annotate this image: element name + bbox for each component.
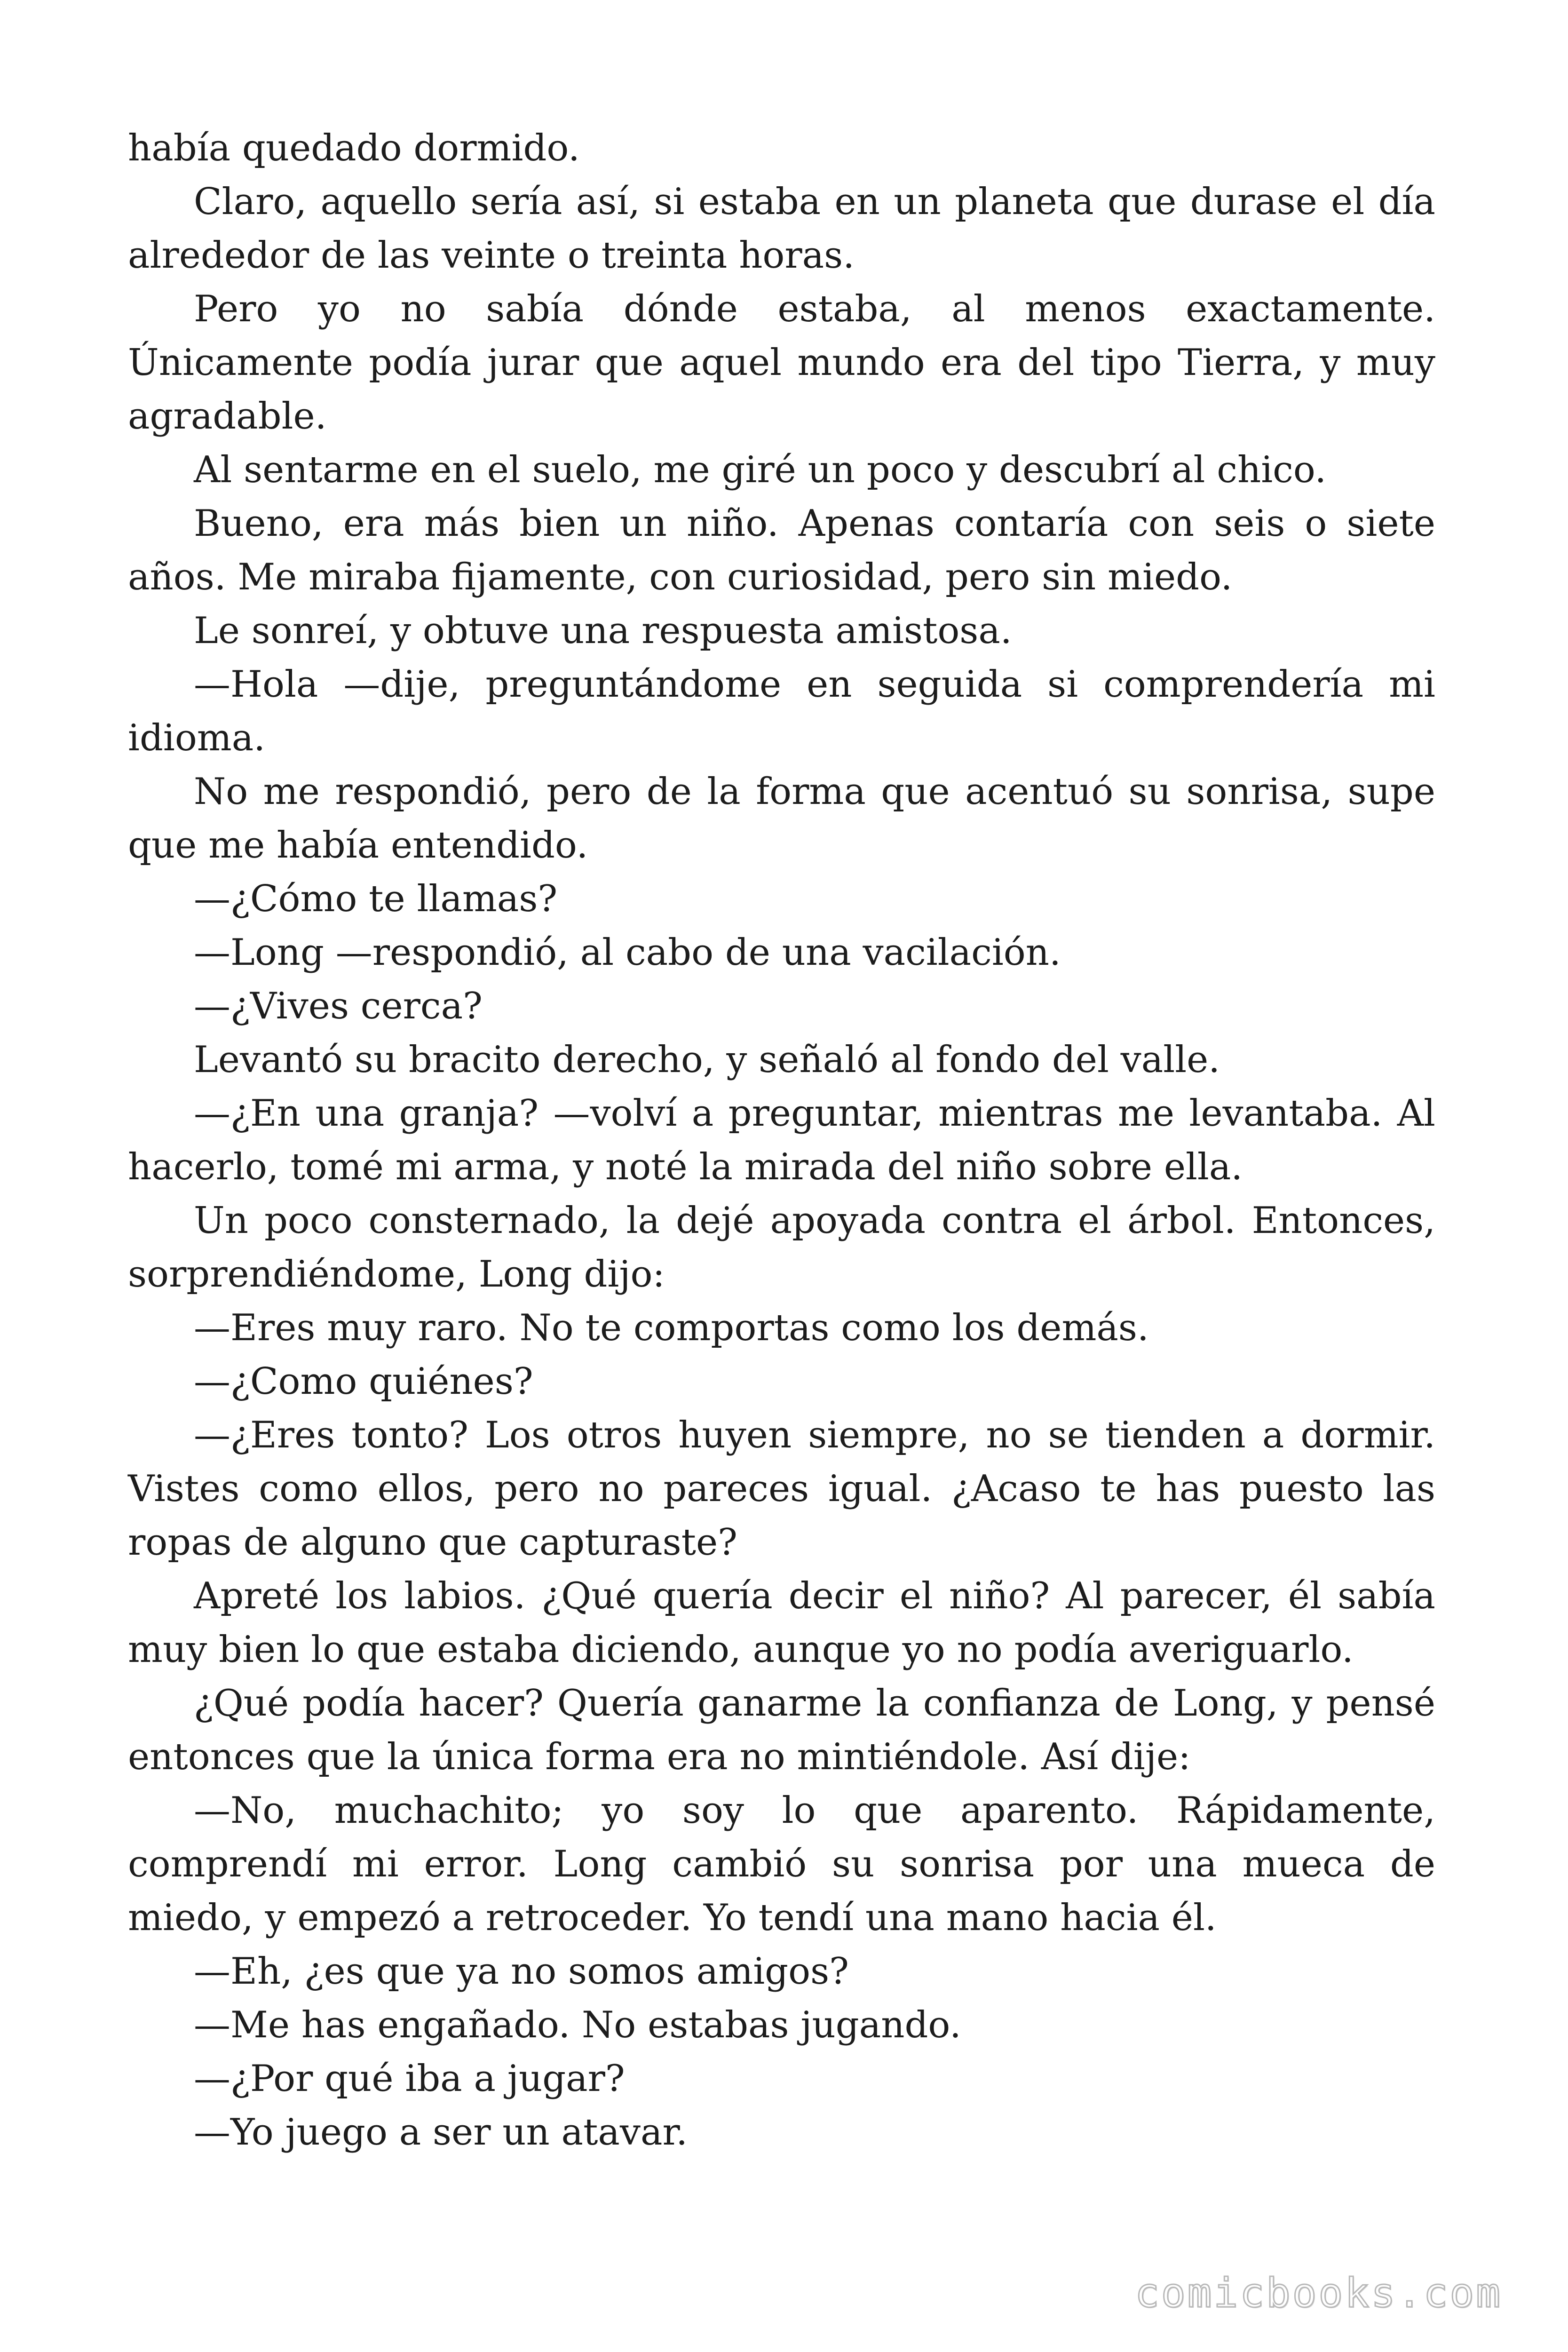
paragraph: Apreté los labios. ¿Qué quería decir el niño? Al parecer, él sabía muy bien lo que estaba diciendo, aunque yo no podía averiguarlo.: [128, 1575, 1435, 1671]
paragraph: —Eres muy raro. No te comportas como los demás.: [194, 1307, 1149, 1349]
paragraph: —¿En una granja? —volví a preguntar, mientras me levantaba. Al hacerlo, tomé mi arma, y noté la mirada del niño sobre ella.: [128, 1092, 1435, 1188]
paragraph: había quedado dormido.: [128, 127, 580, 169]
paragraph: —¿Eres tonto? Los otros huyen siempre, no se tienden a dormir. Vistes como ellos, pero no pareces igual. ¿Acaso te has puesto las ropas de alguno que capturaste?: [128, 1414, 1435, 1564]
watermark: comicbooks.com: [1135, 2270, 1502, 2317]
paragraph: —Me has engañado. No estabas jugando.: [194, 2004, 961, 2046]
paragraph: —¿Como quiénes?: [194, 1360, 533, 1403]
paragraph: —¿Por qué iba a jugar?: [194, 2058, 625, 2100]
paragraph: Bueno, era más bien un niño. Apenas contaría con seis o siete años. Me miraba fijamente, con curiosidad, pero sin miedo.: [128, 502, 1435, 598]
paragraph: ¿Qué podía hacer? Quería ganarme la confianza de Long, y pensé entonces que la única forma era no mintiéndole. Así dije:: [128, 1682, 1435, 1778]
paragraph: —¿Vives cerca?: [194, 985, 483, 1027]
body-text: [128, 121, 1435, 2159]
paragraph: —Hola —dije, preguntándome en seguida si comprendería mi idioma.: [128, 663, 1435, 759]
paragraph: Le sonreí, y obtuve una respuesta amistosa.: [194, 610, 1012, 652]
paragraph: —Eh, ¿es que ya no somos amigos?: [194, 1950, 849, 1993]
paragraph: —Yo juego a ser un atavar.: [194, 2111, 688, 2153]
paragraph: Pero yo no sabía dónde estaba, al menos exactamente. Únicamente podía jurar que aquel mundo era del tipo Tierra, y muy agradable.: [128, 288, 1435, 437]
paragraph: Al sentarme en el suelo, me giré un poco y descubrí al chico.: [194, 449, 1327, 491]
paragraph: Claro, aquello sería así, si estaba en un planeta que durase el día alrededor de las veinte o treinta horas.: [128, 181, 1435, 277]
paragraph: Un poco consternado, la dejé apoyada contra el árbol. Entonces, sorprendiéndome, Long dijo:: [128, 1200, 1435, 1295]
paragraph: —¿Cómo te llamas?: [194, 878, 558, 920]
paragraph: —No, muchachito; yo soy lo que aparento. Rápidamente, comprendí mi error. Long cambió su sonrisa por una mueca de miedo, y empezó a retroceder. Yo tendí una mano hacia él.: [128, 1789, 1435, 1939]
paragraph: Levantó su bracito derecho, y señaló al fondo del valle.: [194, 1039, 1220, 1081]
paragraph: No me respondió, pero de la forma que acentuó su sonrisa, supe que me había entendido.: [128, 771, 1435, 866]
paragraph: —Long —respondió, al cabo de una vacilación.: [194, 931, 1061, 974]
